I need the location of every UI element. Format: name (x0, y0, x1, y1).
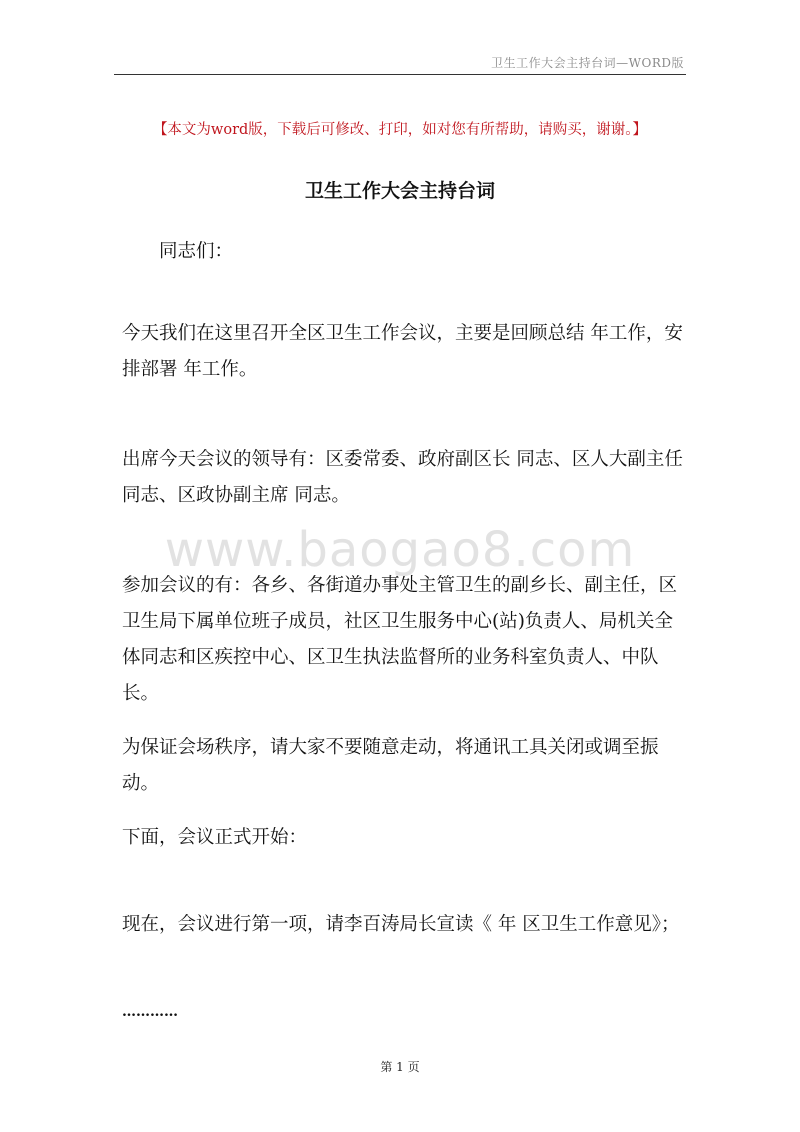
running-header: 卫生工作大会主持台词—WORD版 (491, 56, 684, 70)
paragraph-opening: 今天我们在这里召开全区卫生工作会议，主要是回顾总结 年工作，安排部署 年工作。 (122, 323, 683, 380)
purchase-notice: 【本文为word版，下载后可修改、打印，如对您有所帮助，请购买，谢谢。】 (152, 122, 648, 138)
paragraph-leaders: 出席今天会议的领导有：区委常委、政府副区长 同志、区人大副主任 同志、区政协副主席 同志。 (122, 449, 683, 506)
watermark: www.baogao8.com (164, 522, 636, 578)
paragraph-start: 下面，会议正式开始： (122, 827, 308, 848)
paragraph-ellipsis: ………… (122, 1004, 178, 1020)
paragraph-item-one: 现在，会议进行第一项，请李百涛局长宣读《 年 区卫生工作意见》； (122, 914, 680, 935)
header-divider (114, 74, 686, 75)
paragraph-order: 为保证会场秩序，请大家不要随意走动，将通讯工具关闭或调至振动。 (122, 737, 659, 794)
salutation: 同志们： (159, 241, 234, 262)
page-number: 第 1 页 (380, 1060, 420, 1074)
document-title: 卫生工作大会主持台词 (304, 180, 495, 202)
paragraph-attendees: 参加会议的有：各乡、各街道办事处主管卫生的副乡长、副主任，区卫生局下属单位班子成员，社区卫生服务中心(站)负责人、局机关全体同志和区疾控中心、区卫生执法监督所的业务科室负责人、中队长。 (122, 575, 678, 704)
